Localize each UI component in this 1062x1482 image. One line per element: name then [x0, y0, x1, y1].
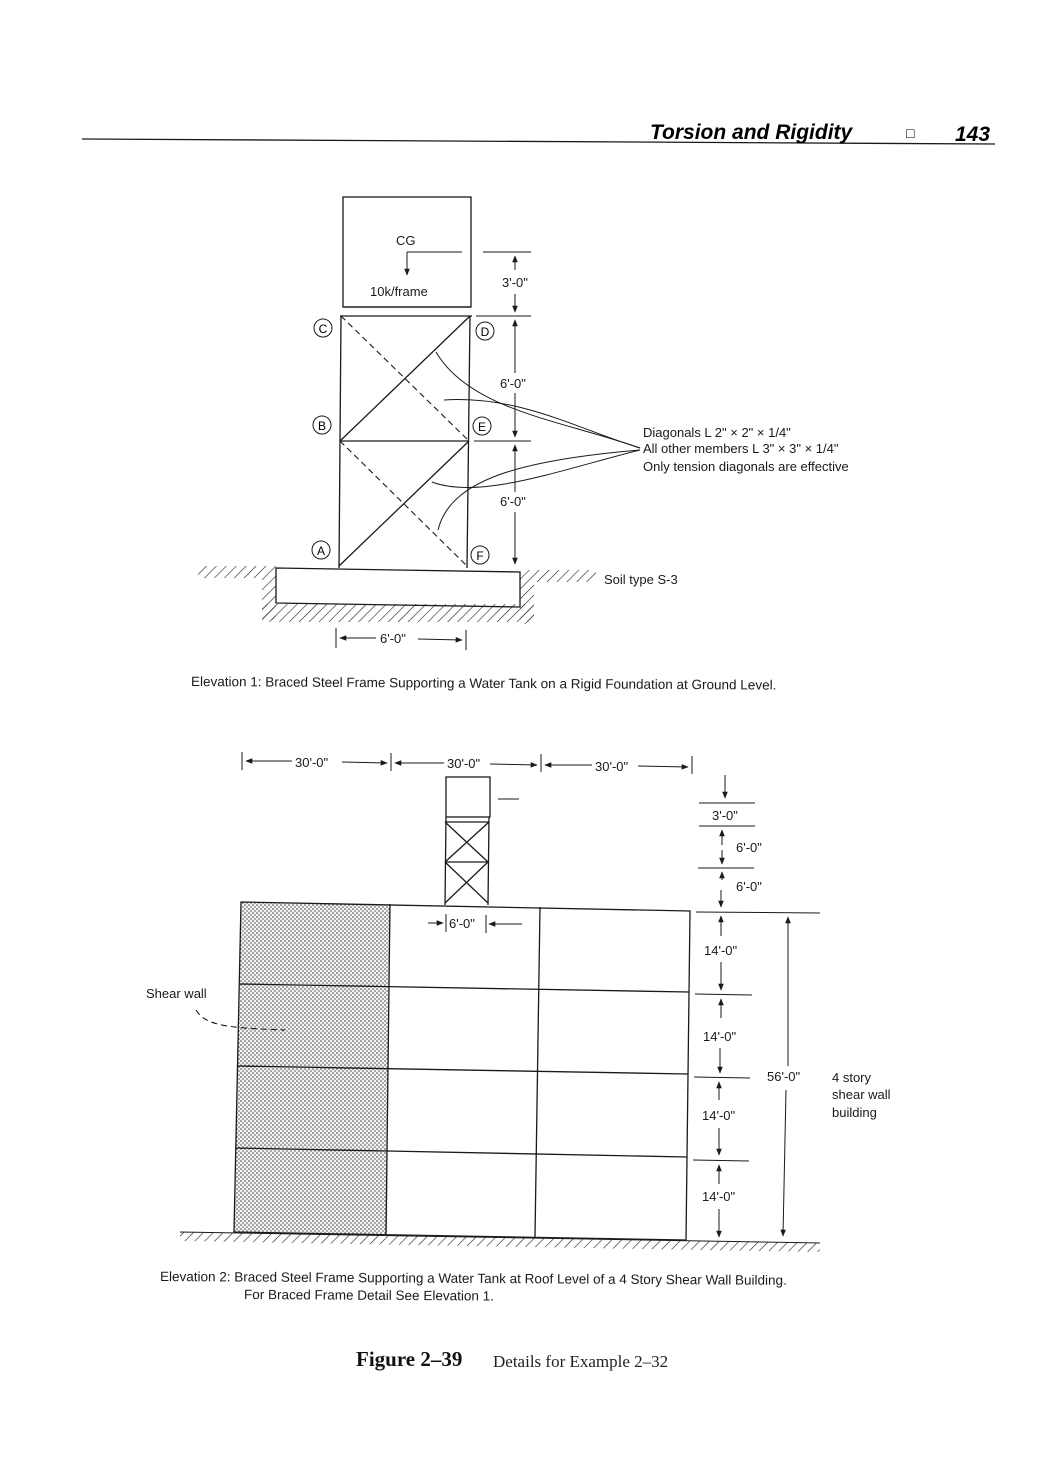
- roof-tank-height: 3'-0": [712, 808, 738, 823]
- svg-text:B: B: [317, 419, 327, 433]
- building-note: [832, 1070, 891, 1120]
- bay-dim-3: 30'-0": [595, 759, 629, 774]
- elevation-1: [191, 197, 849, 693]
- svg-text:E: E: [477, 420, 487, 434]
- story-dim-2: 14'-0": [702, 1108, 736, 1123]
- shear-wall-building: [234, 902, 690, 1240]
- figure-text: Details for Example 2–32: [493, 1352, 669, 1371]
- story-dim-1: 14'-0": [702, 1189, 736, 1204]
- roof-ext-line: [696, 912, 820, 913]
- node-b: [313, 416, 331, 434]
- dim-arrow-w2: [418, 639, 462, 640]
- building-note-line-2: shear wall: [832, 1087, 891, 1102]
- story-dim-4: 14'-0": [704, 943, 738, 958]
- elevation-2-caption-line-2: For Braced Frame Detail See Elevation 1.: [243, 1287, 494, 1304]
- ground-hatch-right: [520, 570, 596, 582]
- footing: [276, 568, 520, 607]
- overall-height: 56'-0": [767, 1069, 801, 1084]
- note-tension-only: Only tension diagonals are effective: [643, 459, 849, 474]
- elevation-1-caption: Elevation 1: Braced Steel Frame Supporting a Water Tank on a Rigid Foundation at Ground Level.: [190, 674, 777, 693]
- running-header: [82, 121, 995, 146]
- elevation-2-caption-line-1: Elevation 2: Braced Steel Frame Supporting a Water Tank at Roof Level of a 4 Story Shear Wall Building.: [159, 1269, 787, 1288]
- bay-dim-1: 30'-0": [295, 755, 329, 770]
- svg-text:F: F: [476, 549, 484, 563]
- dim-tank-height: 3'-0": [502, 275, 528, 290]
- node-c: [314, 319, 332, 337]
- figure-number: Figure 2–39: [356, 1347, 463, 1371]
- page-number: 143: [955, 123, 991, 146]
- bay-arrow-2b: [490, 764, 537, 765]
- note-diagonals: Diagonals L 2" × 2" × 1/4": [643, 425, 791, 440]
- dim-frame-width: 6'-0": [380, 631, 406, 646]
- svg-text:C: C: [318, 322, 328, 336]
- bay-arrow-3b: [638, 766, 688, 767]
- foundation: [198, 566, 596, 624]
- header-rule: [82, 139, 995, 144]
- dim-upper-panel: 6'-0": [500, 376, 526, 391]
- leader-3: [432, 450, 640, 488]
- box-glyph: □: [906, 125, 915, 141]
- node-f: [471, 546, 489, 564]
- roof-frame-width: 6'-0": [449, 916, 475, 931]
- floor-ext-3: [694, 1077, 750, 1078]
- ground-hatch-left: [198, 566, 276, 578]
- floor-ext-2: [693, 1160, 749, 1161]
- note-other-members: All other members L 3" × 3" × 1/4": [643, 441, 839, 456]
- floor-ext-4: [695, 994, 752, 995]
- svg-text:A: A: [316, 544, 326, 558]
- ground-hatch: [180, 1232, 820, 1252]
- elevation-2: [146, 752, 891, 1304]
- node-e: [473, 417, 491, 435]
- node-d: [476, 322, 494, 340]
- roof-water-tank: [446, 777, 490, 817]
- roof-braced-frame: [445, 817, 489, 905]
- bay-arrow-1b: [342, 762, 387, 763]
- load-label: 10k/frame: [370, 284, 428, 299]
- svg-text:D: D: [480, 325, 490, 339]
- node-a: [312, 541, 330, 559]
- soil-label: Soil type S-3: [604, 572, 678, 587]
- dim-lower-panel: 6'-0": [500, 494, 526, 509]
- member-notes: [643, 425, 849, 474]
- chapter-title: Torsion and Rigidity: [650, 121, 853, 144]
- building-note-line-1: 4 story: [832, 1070, 872, 1085]
- tension-diagonal-lower: [339, 441, 469, 566]
- cg-label: CG: [396, 233, 416, 248]
- story-dim-3: 14'-0": [703, 1029, 737, 1044]
- roof-upper-panel: 6'-0": [736, 840, 762, 855]
- bay-dim-2: 30'-0": [447, 756, 481, 771]
- figure-caption: [356, 1347, 668, 1371]
- building-note-line-3: building: [832, 1105, 877, 1120]
- roof-lower-panel: 6'-0": [736, 879, 762, 894]
- overall-arrow-bottom: [783, 1090, 786, 1236]
- shear-wall-label: Shear wall: [146, 986, 207, 1001]
